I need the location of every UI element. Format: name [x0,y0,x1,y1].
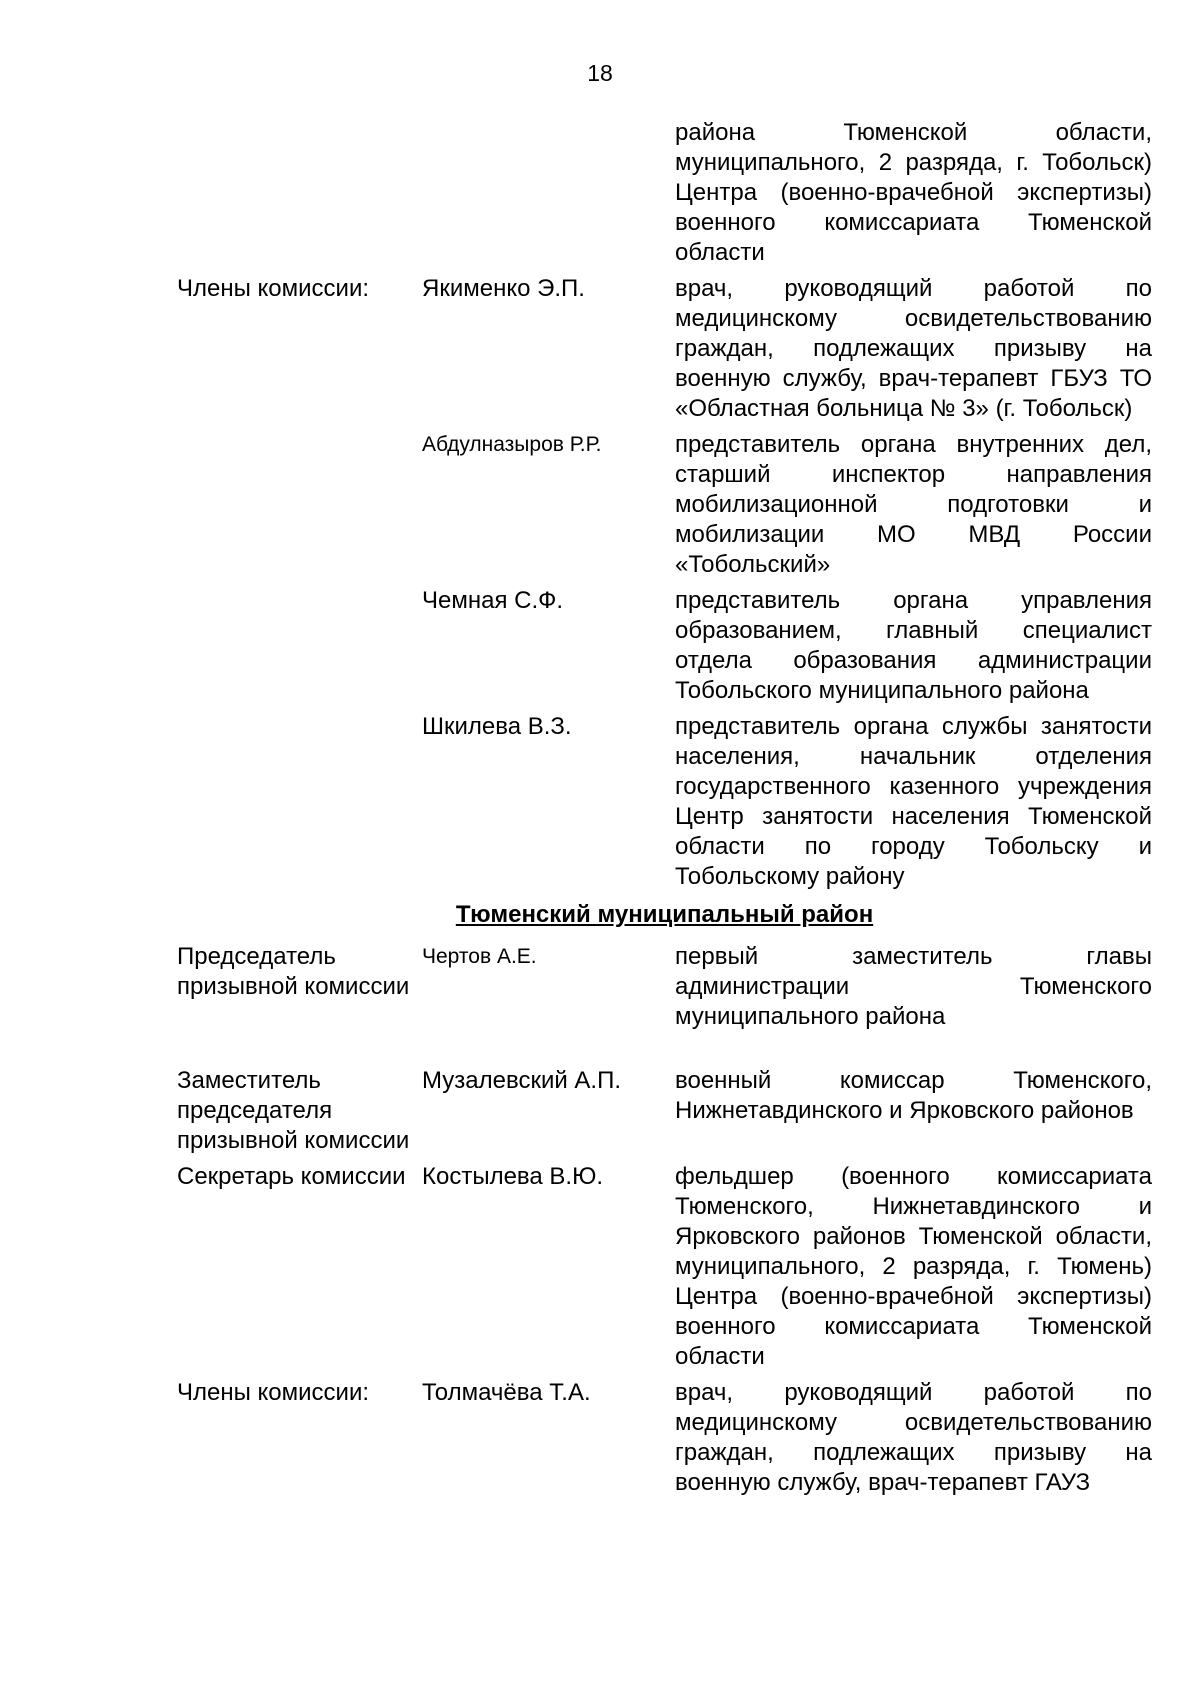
entry-row [177,942,1152,1032]
spacer [177,1038,1152,1066]
entry-role: Члены комиссии: [177,275,370,302]
entry-description: врач, руководящий работой по медицинскому освидетельствованию граждан, подлежащих призыву на военную службу, врач-терапевт ГБУЗ ТО «Областная больница № 3» (г. Тобольск) [675,275,1152,422]
entry-row [177,1378,1152,1498]
entry-role: Члены комиссии: [177,1379,370,1406]
entry-description: фельдшер (военного комиссариата Тюменского, Нижнетавдинского и Ярковского районов Тюменской области, муниципального, 2 разряда, г. Тюмень) Центра (военно-врачебной экспертизы) военного комиссариата Тюменской области [675,1163,1152,1370]
entry-name: Шкилева В.З. [422,713,572,740]
section-title: Тюменский муниципальный район [455,901,874,928]
entry-description: военный комиссар Тюменского, Нижнетавдинского и Ярковского районов [675,1067,1152,1124]
entry-name: Костылева В.Ю. [422,1163,604,1190]
entry-name: Якименко Э.П. [422,275,585,302]
entry-description: представитель органа управления образованием, главный специалист отдела образования администрации Тобольского муниципального района [675,587,1152,704]
entry-name: Музалевский А.П. [422,1067,622,1094]
entry-description: врач, руководящий работой по медицинскому освидетельствованию граждан, подлежащих призыву на военную службу, врач-терапевт ГАУЗ [675,1379,1152,1496]
entry-description: представитель органа внутренних дел, старший инспектор направления мобилизационной подготовки и мобилизации МО МВД России «Тобольский» [675,431,1152,578]
entry-description: района Тюменской области, муниципального, 2 разряда, г. Тобольск) Центра (военно-врачебной экспертизы) военного комиссариата Тюменской области [675,119,1152,266]
entry-row [177,1162,1152,1372]
entry-row [177,118,1152,268]
entry-role: Председатель призывной комиссии [177,943,410,1000]
entry-description: первый заместитель главы администрации Тюменского муниципального района [675,943,1152,1030]
entry-row [177,586,1152,706]
entry-name: Чертов А.Е. [422,945,537,968]
entry-row [177,430,1152,580]
entry-description: представитель органа службы занятости населения, начальник отделения государственного казенного учреждения Центр занятости населения Тюменской области по городу Тобольску и Тобольскому району [675,713,1152,890]
entry-role: Секретарь комиссии [177,1163,406,1190]
entry-name: Толмачёва Т.А. [422,1379,591,1406]
entry-name: Абдулназыров Р.Р. [422,433,602,456]
entry-role: Заместитель председателя призывной комиссии [177,1067,410,1154]
page-number: 18 [587,60,613,86]
commission-list [177,118,1152,1504]
entry-row [177,274,1152,424]
entry-name: Чемная С.Ф. [422,587,564,614]
entry-row [177,712,1152,892]
entry-row [177,1066,1152,1156]
